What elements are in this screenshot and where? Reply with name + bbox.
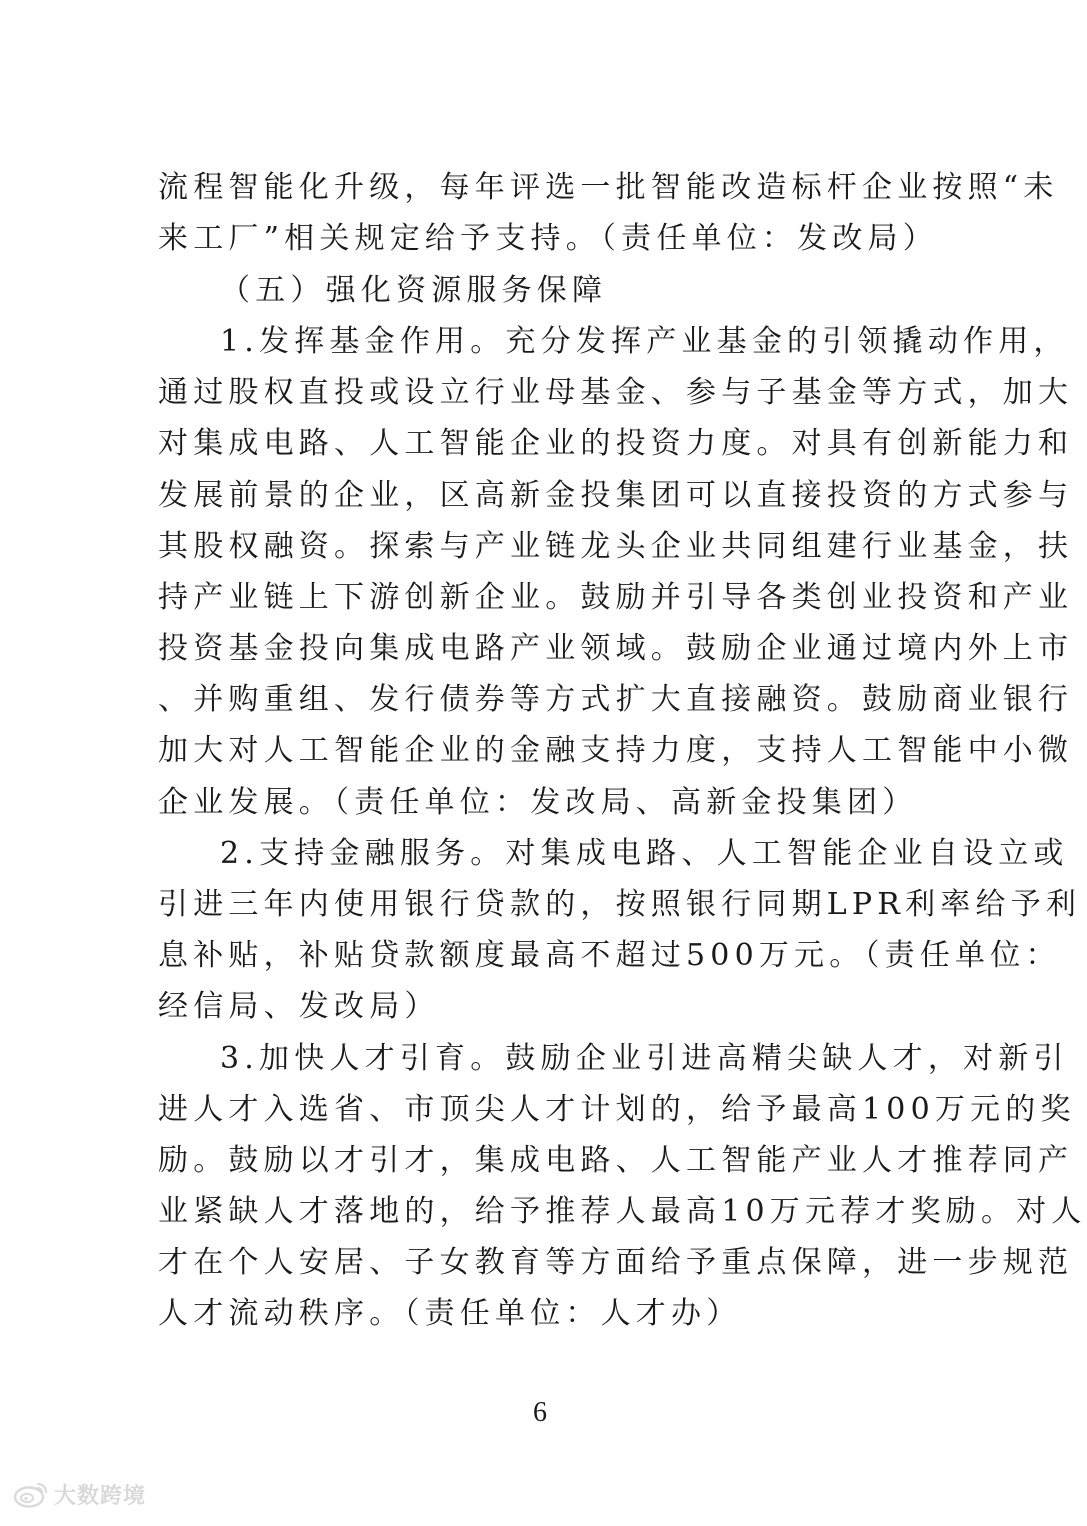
text-line: 、并购重组、发行债券等方式扩大直接融资。鼓励商业银行 <box>158 682 1074 717</box>
text-line: 经信局、发改局） <box>158 989 440 1024</box>
text-line: 励。鼓励以才引才，集成电路、人工智能产业人才推荐同产 <box>158 1143 1074 1178</box>
text-line: 才在个人安居、子女教育等方面给予重点保障，进一步规范 <box>158 1245 1074 1280</box>
text-line: 企业发展。（责任单位：发改局、高新金投集团） <box>158 785 918 820</box>
weibo-logo-icon <box>12 1479 50 1509</box>
text-line: 通过股权直投或设立行业母基金、参与子基金等方式，加大 <box>158 375 1074 410</box>
watermark <box>12 1474 146 1514</box>
paragraph-first-line: 3.加快人才引育。鼓励企业引进高精尖缺人才，对新引 <box>220 1041 1069 1076</box>
text-line: 加大对人工智能企业的金融支持力度，支持人工智能中小微 <box>158 733 1074 768</box>
text-line: 业紧缺人才落地的，给予推荐人最高10万元荐才奖励。对人 <box>158 1194 1087 1229</box>
text-line: 息补贴，补贴贷款额度最高不超过500万元。（责任单位： <box>158 938 1061 973</box>
section-heading: （五）强化资源服务保障 <box>220 273 608 308</box>
watermark-text: 大数跨境 <box>54 1483 147 1509</box>
paragraph-first-line: 1.发挥基金作用。充分发挥产业基金的引领撬动作用， <box>220 324 1069 359</box>
text-line: 其股权融资。探索与产业链龙头企业共同组建行业基金，扶 <box>158 529 1074 564</box>
text-line: 发展前景的企业，区高新金投集团可以直接投资的方式参与 <box>158 478 1074 513</box>
text-line: 持产业链上下游创新企业。鼓励并引导各类创业投资和产业 <box>158 580 1074 615</box>
page-number: 6 <box>533 1397 547 1428</box>
text-line: 来工厂”相关规定给予支持。（责任单位：发改局） <box>158 221 938 256</box>
text-line: 进人才入选省、市顶尖人才计划的，给予最高100万元的奖 <box>158 1092 1076 1127</box>
text-line: 引进三年内使用银行贷款的，按照银行同期LPR利率给予利 <box>158 887 1082 922</box>
text-line: 流程智能化升级，每年评选一批智能改造标杆企业按照“未 <box>158 170 1059 205</box>
paragraph-first-line: 2.支持金融服务。对集成电路、人工智能企业自设立或 <box>220 836 1069 871</box>
text-line: 人才流动秩序。（责任单位：人才办） <box>158 1296 742 1331</box>
text-line: 投资基金投向集成电路产业领域。鼓励企业通过境内外上市 <box>158 631 1074 666</box>
text-line: 对集成电路、人工智能企业的投资力度。对具有创新能力和 <box>158 426 1074 461</box>
